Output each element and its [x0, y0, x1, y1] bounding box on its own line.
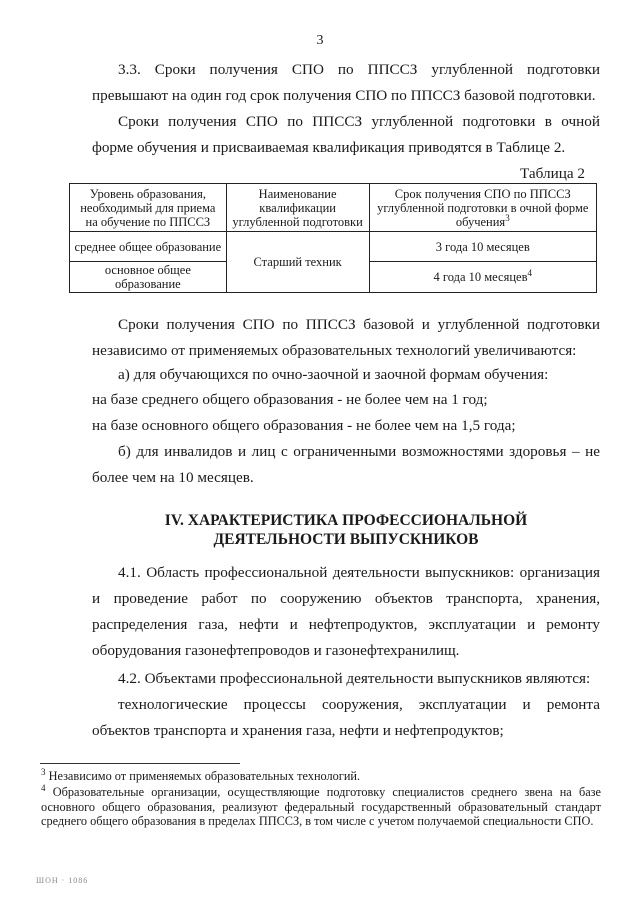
scan-stamp: ШОН · 1086 — [36, 876, 89, 885]
table-row — [70, 232, 597, 262]
item-a: а) для обучающихся по очно-заочной и заочной формам обучения: — [118, 366, 549, 383]
footnote-3 — [41, 766, 601, 784]
footnote-ref-3: 3 — [505, 212, 510, 223]
footnote-text: Независимо от применяемых образовательных технологий. — [48, 769, 361, 783]
paragraph-term-increase: Сроки получения СПО по ППССЗ базовой и углубленной подготовки независимо от применяемых образовательных технологий увеличиваются: — [92, 316, 600, 359]
page-number: 3 — [316, 33, 324, 48]
footnote-ref-4: 4 — [527, 267, 532, 278]
footnote-mark: 4 — [41, 782, 46, 793]
footnote-text: Образовательные организации, осуществляющие подготовку специалистов среднего звена на базе основного общего образования, реализуют федеральный государственный образовательный стандарт среднего общего образования в пределах ППССЗ, в том числе с учетом получаемой специальности СПО. — [41, 785, 601, 828]
paragraph-4-2-item: технологические процессы сооружения, эксплуатации и ремонта объектов транспорта и хранения газа, нефти и нефтепродуктов; — [92, 696, 600, 739]
paragraph-4-1: 4.1. Область профессиональной деятельности выпускников: организация и проведение работ по сооружению объектов транспорта, хранения, распределения газа, нефти и нефтепродуктов, эксплуатации и ремонту оборудования газонефтепроводов и газонефтехранилищ. — [92, 564, 600, 659]
paragraph-3-3: 3.3. Сроки получения СПО по ППССЗ углубленной подготовки превышают на один год срок получения СПО по ППССЗ базовой подготовки. — [92, 61, 600, 104]
table-header-row — [70, 184, 597, 232]
row-term-text: 4 года 10 месяцев — [433, 270, 528, 284]
item-b: б) для инвалидов и лиц с ограниченными возможностями здоровья – не более чем на 10 месяцев. — [92, 443, 600, 486]
row-education-level: среднее общее образование — [70, 232, 227, 262]
footnote-mark: 3 — [41, 766, 46, 777]
header-education-level: Уровень образования, необходимый для приема на обучение по ППССЗ — [70, 184, 227, 232]
header-qualification: Наименование квалификации углубленной подготовки — [226, 184, 369, 232]
row-term — [369, 262, 596, 293]
section-heading-line-2: ДЕЯТЕЛЬНОСТИ ВЫПУСКНИКОВ — [213, 531, 479, 548]
header-term — [369, 184, 596, 232]
row-term: 3 года 10 месяцев — [369, 232, 596, 262]
footnote-4 — [41, 782, 601, 829]
paragraph-4-2: 4.2. Объектами профессиональной деятельности выпускников являются: — [118, 670, 591, 687]
row-education-level: основное общее образование — [70, 262, 227, 293]
footnote-divider — [40, 763, 240, 764]
section-heading-line-1: IV. ХАРАКТЕРИСТИКА ПРОФЕССИОНАЛЬНОЙ — [164, 512, 528, 529]
header-term-text: Срок получения СПО по ППССЗ углубленной подготовки в очной форме обучения — [377, 186, 589, 229]
qualification-cell: Старший техник — [226, 232, 369, 293]
qualification-table — [69, 183, 597, 293]
item-a-2: на базе основного общего образования - не более чем на 1,5 года; — [92, 417, 516, 434]
paragraph-table-reference: Сроки получения СПО по ППССЗ углубленной подготовки в очной форме обучения и присваиваемая квалификация приводятся в Таблице 2. — [92, 113, 600, 156]
table-caption: Таблица 2 — [520, 165, 585, 182]
item-a-1: на базе среднего общего образования - не более чем на 1 год; — [92, 391, 488, 408]
